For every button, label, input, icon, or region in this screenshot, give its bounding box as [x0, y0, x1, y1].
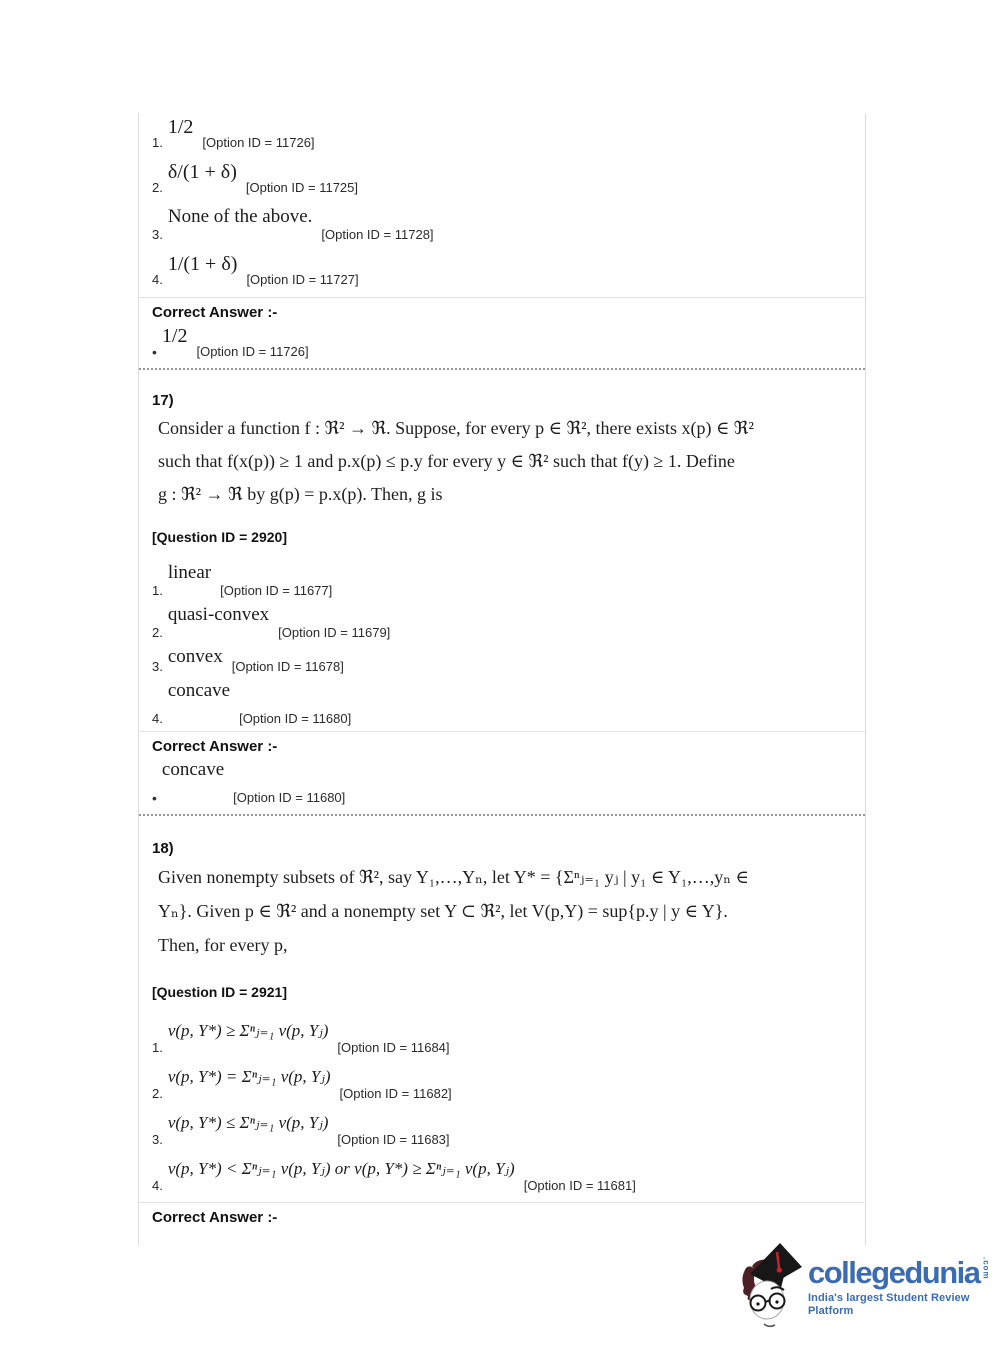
option-number: 2.: [152, 180, 163, 195]
logo-text-block: [808, 1240, 996, 1318]
option-id: [Option ID = 11680]: [239, 711, 352, 726]
question-16-options-section: [139, 113, 865, 288]
option-id: [Option ID = 11678]: [231, 659, 344, 674]
option-id: [Option ID = 11725]: [245, 180, 358, 195]
question-id: [Question ID = 2920]: [152, 529, 287, 545]
correct-answer-row: [139, 324, 865, 360]
option-row: [139, 1110, 865, 1148]
question-18-options: [139, 1018, 865, 1194]
collegedunia-logo: [738, 1240, 996, 1334]
option-label: 1/(1 + δ): [167, 253, 238, 275]
question-18-section: [139, 816, 865, 1194]
option-label: None of the above.: [167, 206, 313, 227]
option-number: 1.: [152, 1040, 163, 1055]
question-number: 17): [152, 392, 174, 409]
option-label: v(p, Y*) ≥ Σⁿⱼ₌₁ v(p, Yⱼ): [167, 1021, 329, 1040]
option-label: linear: [167, 562, 212, 583]
question-text: [139, 860, 865, 962]
brand-tagline: India's largest Student Review Platform: [808, 1292, 970, 1317]
question-17-options: [139, 561, 865, 727]
option-number: 4.: [152, 1178, 163, 1193]
correct-answer-label: 1/2: [161, 325, 188, 347]
question-text: [139, 412, 865, 511]
option-id: [Option ID = 11726]: [196, 344, 309, 359]
option-number: 2.: [152, 625, 163, 640]
option-number: 1.: [152, 583, 163, 598]
option-id: [Option ID = 11680]: [233, 790, 346, 805]
option-id: [Option ID = 11684]: [337, 1040, 450, 1055]
correct-answer-heading: Correct Answer :-: [152, 1209, 278, 1226]
question-text-line: Consider a function f : ℜ² → ℜ. Suppose, for every p ∈ ℜ², there exists x(p) ∈ ℜ²: [158, 418, 754, 438]
option-label: quasi-convex: [167, 604, 270, 625]
bullet-icon: •: [152, 344, 157, 360]
option-row: [139, 603, 865, 641]
option-row: [139, 645, 865, 675]
option-row: [139, 1156, 865, 1194]
option-label: v(p, Y*) ≤ Σⁿⱼ₌₁ v(p, Yⱼ): [167, 1113, 329, 1132]
option-number: 3.: [152, 659, 163, 674]
option-number: 4.: [152, 711, 163, 726]
question-17-section: [139, 370, 865, 727]
correct-answer-heading: Correct Answer :-: [152, 304, 278, 321]
correct-answer-section: [139, 731, 865, 814]
question-text-line: Given nonempty subsets of ℜ², say Y₁,…,Yₙ, let Y* = {Σⁿⱼ₌₁ yⱼ | y₁ ∈ Y₁,…,yₙ ∈: [158, 867, 749, 887]
option-row: [139, 679, 865, 727]
option-number: 4.: [152, 272, 163, 287]
option-id: [Option ID = 11681]: [523, 1178, 636, 1193]
question-text-line: such that f(x(p)) ≥ 1 and p.x(p) ≤ p.y for every y ∈ ℜ² such that f(y) ≥ 1. Define: [158, 451, 735, 471]
option-id: [Option ID = 11682]: [339, 1086, 452, 1101]
option-row: [139, 561, 865, 599]
correct-answer-section: [139, 297, 865, 368]
option-number: 3.: [152, 1132, 163, 1147]
option-id: [Option ID = 11728]: [321, 227, 434, 242]
option-row: [139, 252, 865, 288]
bullet-icon: •: [152, 790, 157, 806]
option-row: [139, 160, 865, 196]
option-label: concave: [167, 680, 231, 701]
correct-answer-heading: Correct Answer :-: [152, 738, 278, 755]
correct-answer-section: [139, 1202, 865, 1237]
option-label: δ/(1 + δ): [167, 161, 237, 183]
question-id: [Question ID = 2921]: [152, 984, 287, 1000]
correct-answer-row: [139, 758, 865, 806]
option-id: [Option ID = 11727]: [246, 272, 359, 287]
brand-tld: .com: [981, 1257, 991, 1280]
question-text-line: Then, for every p,: [158, 935, 288, 955]
correct-answer-label: concave: [161, 759, 225, 780]
option-label: convex: [167, 646, 223, 667]
option-row: [139, 1018, 865, 1056]
option-id: [Option ID = 11679]: [278, 625, 391, 640]
option-row: [139, 115, 865, 151]
option-label: 1/2: [167, 116, 194, 138]
option-label: v(p, Y*) = Σⁿⱼ₌₁ v(p, Yⱼ): [167, 1067, 331, 1086]
option-number: 1.: [152, 135, 163, 150]
question-number: 18): [152, 840, 174, 857]
option-id: [Option ID = 11683]: [337, 1132, 450, 1147]
option-row: [139, 205, 865, 243]
graduate-student-mascot-icon: [738, 1240, 806, 1330]
option-id: [Option ID = 11677]: [220, 583, 333, 598]
question-text-line: g : ℜ² → ℜ by g(p) = p.x(p). Then, g is: [158, 484, 443, 504]
option-id: [Option ID = 11726]: [202, 135, 315, 150]
question-paper-panel: [138, 113, 866, 1245]
option-number: 2.: [152, 1086, 163, 1101]
question-text-line: Yₙ}. Given p ∈ ℜ² and a nonempty set Y ⊂ ℜ², let V(p,Y) = sup{p.y | y ∈ Y}.: [158, 901, 728, 921]
option-label: v(p, Y*) < Σⁿⱼ₌₁ v(p, Yⱼ) or v(p, Y*) ≥ Σⁿⱼ₌₁ v(p, Yⱼ): [167, 1159, 515, 1178]
option-row: [139, 1064, 865, 1102]
option-number: 3.: [152, 227, 163, 242]
brand-name: collegedunia: [808, 1255, 980, 1290]
